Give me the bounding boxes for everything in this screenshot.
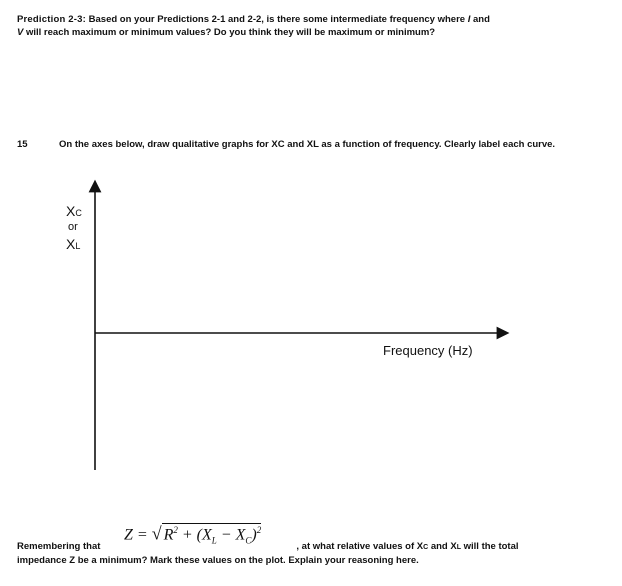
y-axis-label-xc: XC bbox=[66, 203, 82, 219]
prediction-var-v: V bbox=[17, 27, 24, 38]
impedance-formula: Z = √ $R^2 + (X_L - X_C)^2$ bbox=[124, 523, 262, 546]
question-text: On the axes below, draw qualitative graphs for XC and XL as a function of frequency. Clearly label each curve. bbox=[59, 139, 556, 150]
closing-text-line2: impedance Z be a minimum? Mark these values on the plot. Explain your reasoning here. bbox=[17, 555, 419, 566]
prediction-text-1: Based on your Predictions 2-1 and 2-2, is there some intermediate frequency where bbox=[86, 14, 468, 25]
x-axis-label: Frequency (Hz) bbox=[383, 343, 473, 358]
question-number: 15 bbox=[17, 139, 28, 150]
prediction-text-2: and bbox=[470, 14, 490, 25]
prediction-heading: Prediction 2-3: bbox=[17, 14, 86, 25]
closing-text-1: Remembering that bbox=[17, 541, 101, 552]
closing-paragraph: Remembering that , at what relative values of XC and XL will the total impedance Z be a minimum? Mark these values on the plot. Explain your reasoning here. bbox=[17, 541, 519, 566]
y-axis-label-or: or bbox=[68, 221, 78, 233]
prediction-text-3: will reach maximum or minimum values? Do you think they will be maximum or minimum? bbox=[23, 27, 436, 38]
closing-text-2: , at what relative values of X bbox=[296, 541, 424, 552]
prediction-var-i: I bbox=[467, 14, 471, 25]
y-axis-label-xl: XL bbox=[66, 236, 81, 252]
